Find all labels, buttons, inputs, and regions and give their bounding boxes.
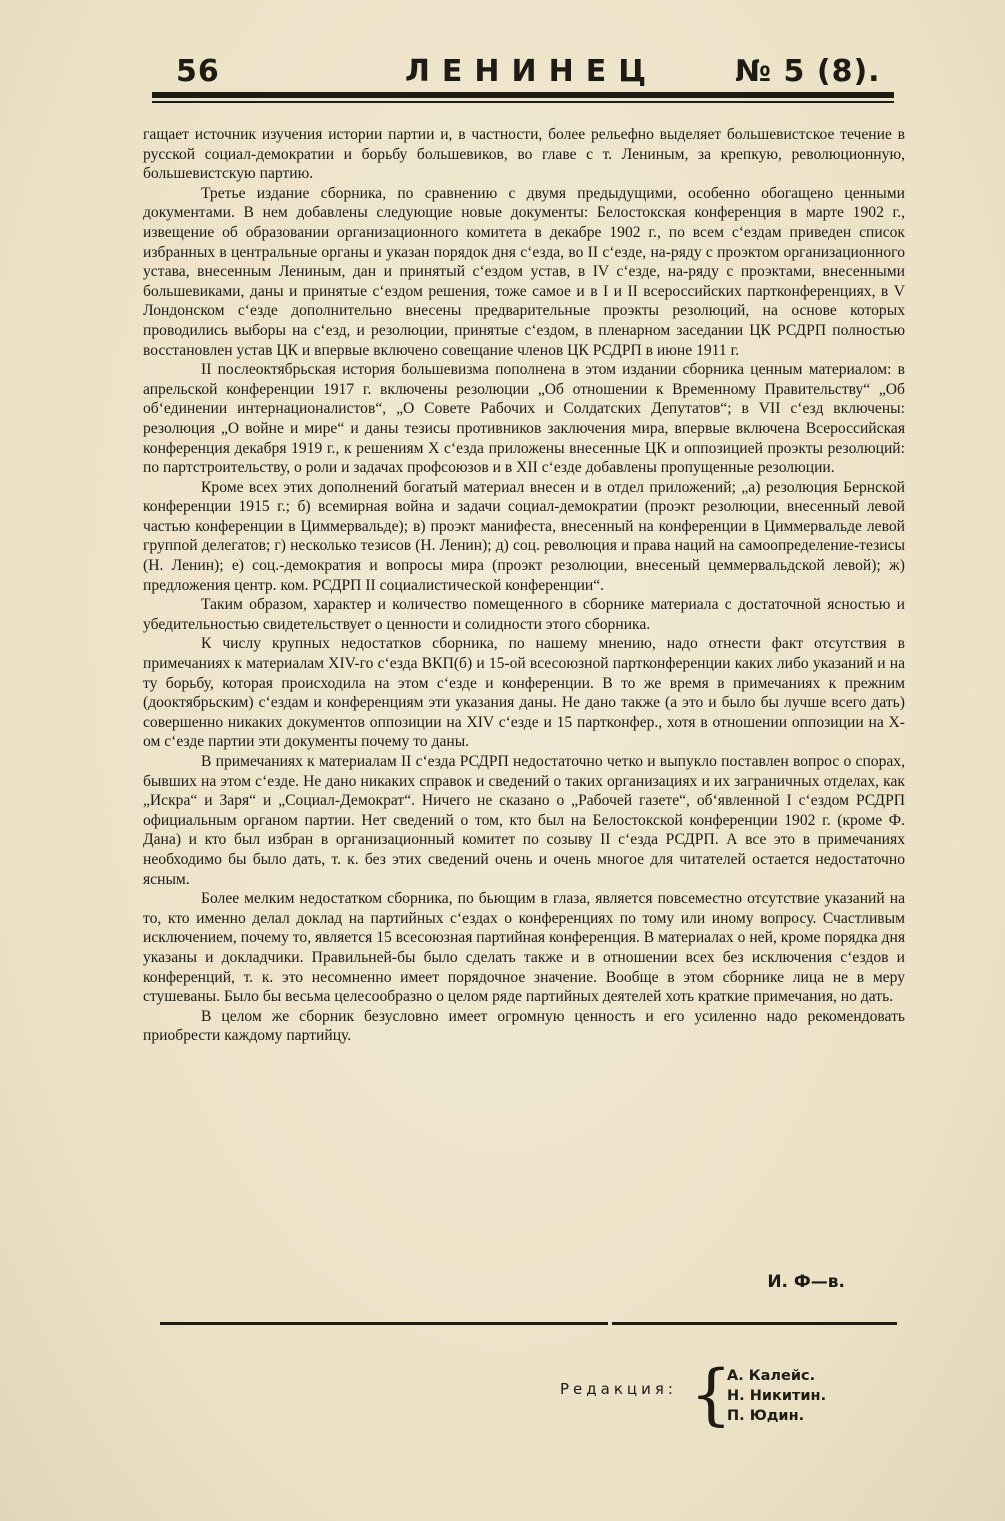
editorial-label: Редакция:	[560, 1380, 677, 1398]
footer-rule-left	[160, 1322, 608, 1325]
page-header	[150, 52, 895, 92]
brace-icon: {	[690, 1356, 732, 1433]
issue-number: № 5 (8).	[735, 54, 881, 89]
editor-name: Н. Никитин.	[727, 1388, 827, 1404]
editor-name: А. Калейс.	[727, 1368, 816, 1384]
paragraph-4: Кроме всех этих дополнений богатый материал внесен и в отдел приложений; „а) резолюция Бернской конференции 1915 г.; б) всемирная война и задачи социал-демократии (проэкт резолюции, внесенный левой частью конференции в Циммервальде); в) проэкт манифеста, внесенный на конференции в Циммервальде левой группой делегатов; г) несколько тезисов (Н. Ленин); д) соц. революция и права наций на самоопределение-тезисы (Н. Ленин); е) соц.-демократия и вопросы мира (проэкт резолюции, внесеный цеммервальдской левой); ж) предложения центр. ком. РСДРП II социалистической конференции“.	[143, 478, 905, 594]
paragraph-3: II послеоктябрьская история большевизма пополнена в этом издании сборника ценным материалом: в апрельской конференции 1917 г. включены резолюции „Об отношении к Временному Правительству“ „Об об‘единении интернационалистов“, „О Совете Рабочих и Солдатских Депутатов“; в VII с‘езд включены: резолюция „О войне и мире“ и даны тезисы противников заключения мира, впервые включена Всероссийская конференция декабря 1919 г., к решениям X с‘езда приложены внесенные ЦК и оппозицией проэкты резолюций: по партстроительству, о роли и задачах профсоюзов и в XII с‘езде добавлены пропущенные резолюции.	[143, 361, 905, 477]
header-rule-thick	[152, 92, 894, 98]
paragraph-8: Более мелким недостатком сборника, по бьющим в глаза, является повсеместно отсутствие указаний на то, кто именно делал доклад на партийных с‘ездах о конференциях по тому или иному вопросу. Счастливым исключением, почему то, является 15 всесоюзная партийная конференция. В материалах о ней, кроме порядка дня указаны и докладчики. Правильней-бы было сделать также и в отношении всех без исключения с‘ездов и конференций, т. к. это несомненно имеет порядочное значение. Вообще в этом сборнике лица не в меру стушеваны. Было бы весьма целесообразно о целом ряде партийных деятелей хоть краткие примечания, но дать.	[143, 890, 905, 1006]
paragraph-6: К числу крупных недостатков сборника, по нашему мнению, надо отнести факт отсутствия в примечаниях к материалам XIV-го с‘езда ВКП(б) и 15-ой всесоюзной партконференции каких либо указаний и на ту борьбу, которая происходила на этом с‘езде и конференции. В то же время в примечаниях к прежним (дооктябрьским) с‘ездам и конференциям эти указания даны. Не дано также (а это и было бы лучше всего дать) совершенно никаких документов оппозиции на XIV с‘езде и 15 партконфер., хотя в отношении оппозиции на X-ом с‘езде партии эти документы почему то даны.	[143, 635, 905, 751]
header-rule-thin	[152, 101, 894, 103]
paragraph-1: гащает источник изучения истории партии и, в частности, более рельефно выделяет большевистское течение в русской социал-демократии и борьбу большевиков, во главе с т. Лениным, за крепкую, революционную, большевистскую партию.	[143, 126, 905, 183]
paragraph-7: В примечаниях к материалам II с‘езда РСДРП недостаточно четко и выпукло поставлен вопрос о спорах, бывших на этом с‘езде. Не дано никаких справок и сведений о таких организациях и их заграничных отделах, как „Искра“ и Заря“ и „Социал-Демократ“. Ничего не сказано о „Рабочей газете“, об‘явленной I с‘ездом РСДРП официальным органом партии. Нет сведений о том, кто был на Белостокской конференции 1902 г. (кроме Ф. Дана) и кто был избран в организационный комитет по созыву II с‘езда РСДРП. А все это в примечаниях необходимо бы было дать, т. к. без этих сведений очень и очень многое для читателей остается недостаточно ясным.	[143, 753, 905, 888]
author-signature: И. Ф—в.	[767, 1272, 845, 1292]
editor-name: П. Юдин.	[727, 1408, 805, 1424]
journal-title: ЛЕНИНЕЦ	[405, 54, 659, 89]
paragraph-5: Таким образом, характер и количество помещенного в сборнике материала с достаточной ясностью и убедительностью свидетельствует о ценности и солидности этого сборника.	[143, 596, 905, 633]
paragraph-9: В целом же сборник безусловно имеет огромную ценность и его усиленно надо рекомендовать приобрести каждому партийцу.	[143, 1007, 905, 1045]
paragraph-2: Третье издание сборника, по сравнению с двумя предыдущими, особенно обогащено ценными документами. В нем добавлены следующие новые документы: Белостокская конференция в марте 1902 г., извещение об образовании организационного комитета в декабре 1902 г., по всем с‘ездам приведен список избранных в центральные органы и указан порядок дня с‘езда, во II с‘езде, на-ряду с проэктом организационного устава, внесенным Лениным, дан и принятый с‘ездом устав, в IV с‘езде, на-ряду с проэктами, внесенными большевиками, даны и принятые с‘ездом решения, тоже самое и в I и II всероссийских партконференциях, в V Лондонском с‘езде дополнительно внесены предварительные проэкты резолюций, на основе которых проводились выборы на с‘езд, и резолюции, принятые с‘ездом, в пленарном заседании ЦК РСДРП полностью восстановлен устав ЦК и впервые включено совещание членов ЦК РСДРП в июне 1911 г.	[143, 184, 905, 359]
article-body	[143, 125, 905, 1046]
editors-list	[727, 1366, 826, 1426]
page-number: 56	[176, 54, 220, 89]
footer-rule-right	[612, 1322, 897, 1325]
